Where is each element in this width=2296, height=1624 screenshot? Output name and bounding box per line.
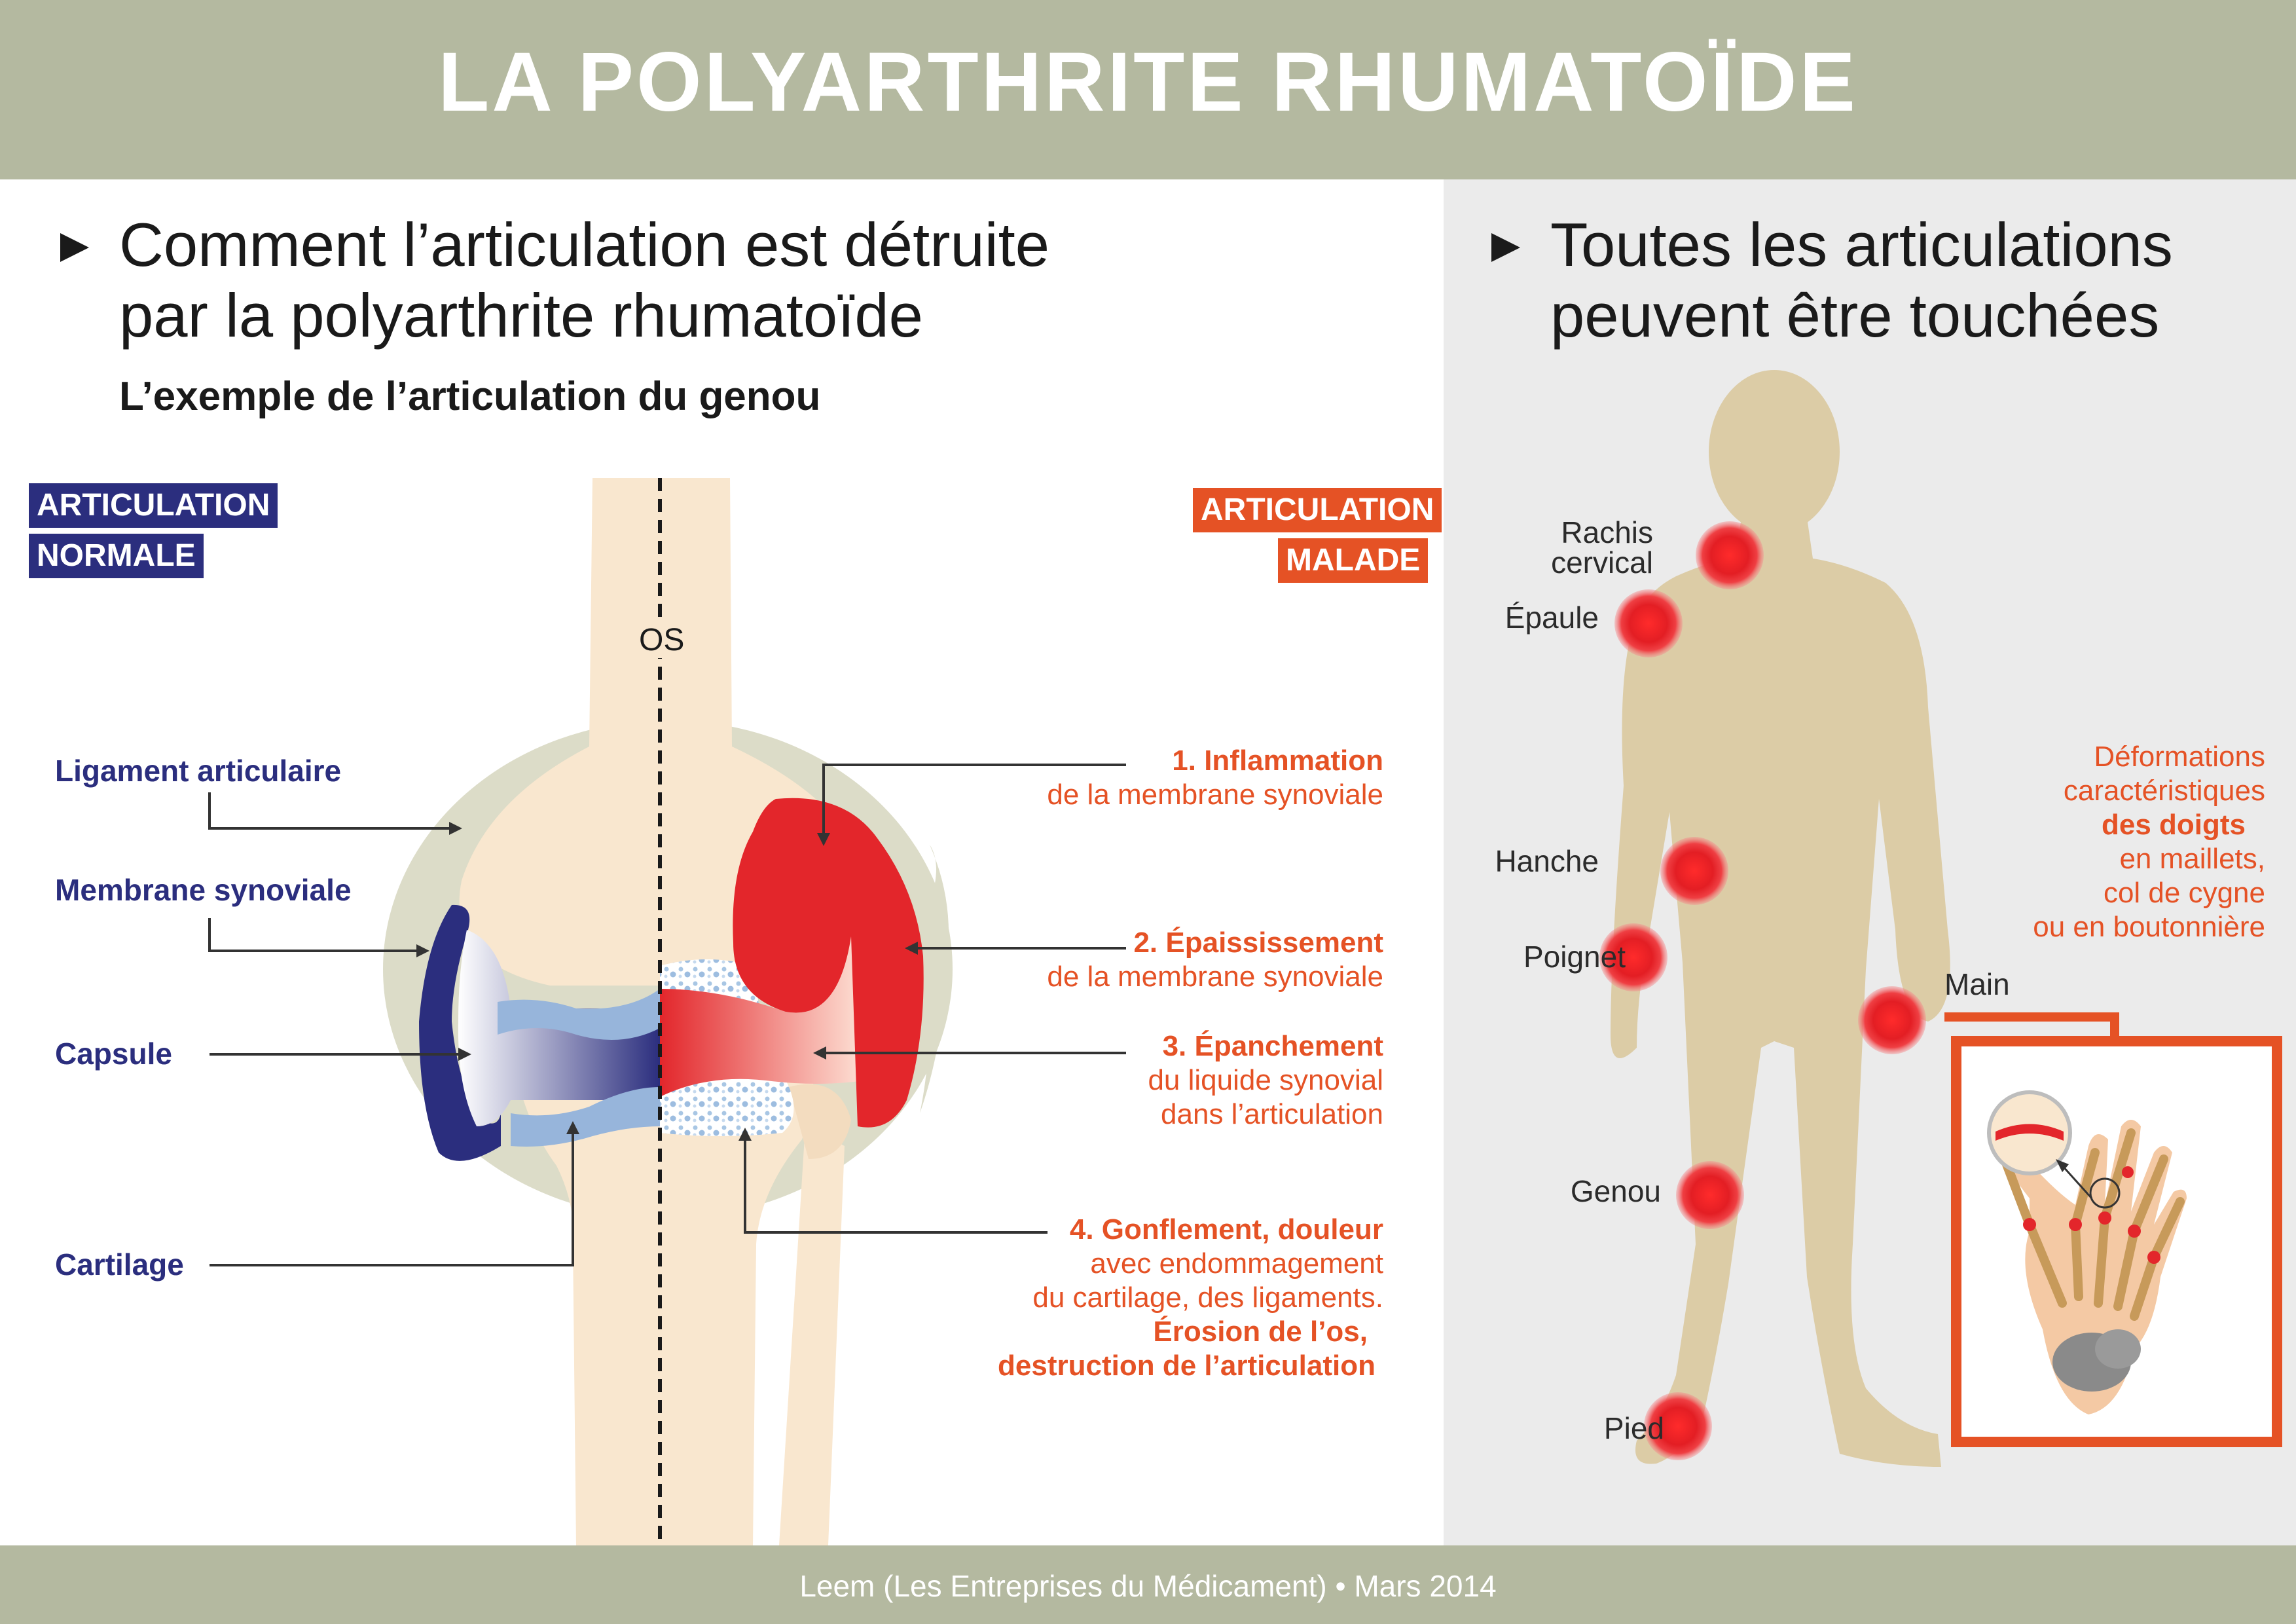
left-heading: Comment l’articulation est détruite par la polyarthrite rhumatoïde bbox=[119, 210, 1050, 350]
label-thickening-text: de la membrane synoviale bbox=[1047, 961, 1383, 993]
label-swelling-bold-2: destruction de l’articulation bbox=[998, 1350, 1376, 1382]
right-heading: Toutes les articulations peuvent être touchées bbox=[1550, 210, 2173, 350]
label-thickening bbox=[1047, 926, 1383, 994]
deform-line-6: ou en boutonnière bbox=[2033, 911, 2265, 943]
deformations-note bbox=[1886, 740, 2265, 944]
label-swelling-bold-1: Érosion de l’os, bbox=[1153, 1316, 1368, 1348]
label-effusion-title: 3. Épanchement bbox=[1162, 1030, 1383, 1062]
label-ligament: Ligament articulaire bbox=[55, 754, 342, 788]
label-inflammation-title: 1. Inflammation bbox=[1172, 745, 1383, 777]
bone-label: OS bbox=[635, 622, 688, 658]
deform-line-3: des doigts bbox=[2101, 809, 2246, 841]
label-thickening-title: 2. Épaississement bbox=[1133, 927, 1383, 959]
joint-dot-cervical bbox=[1696, 521, 1764, 589]
label-effusion bbox=[1148, 1029, 1383, 1132]
left-subheading: L’exemple de l’articulation du genou bbox=[119, 374, 821, 419]
joint-dot-knee bbox=[1676, 1161, 1744, 1229]
label-effusion-text-2: dans l’articulation bbox=[1161, 1098, 1383, 1130]
joint-dot-hand bbox=[1858, 986, 1926, 1054]
label-swelling-text-2: du cartilage, des ligaments. bbox=[1032, 1282, 1383, 1314]
tag-malade-line2: MALADE bbox=[1278, 538, 1428, 583]
tag-normal-line2: NORMALE bbox=[29, 534, 204, 578]
joint-dot-shoulder bbox=[1614, 589, 1683, 657]
tag-malade-line1: ARTICULATION bbox=[1193, 488, 1442, 532]
label-capsule: Capsule bbox=[55, 1037, 172, 1071]
label-swelling-title: 4. Gonflement, douleur bbox=[1069, 1213, 1383, 1246]
deform-line-1: Déformations bbox=[2094, 741, 2265, 773]
label-shoulder: Épaule bbox=[1504, 600, 1599, 635]
label-inflammation bbox=[1047, 744, 1383, 812]
label-foot: Pied bbox=[1603, 1411, 1664, 1445]
joint-dot-hip bbox=[1660, 837, 1728, 905]
label-knee: Genou bbox=[1570, 1174, 1661, 1208]
deform-line-5: col de cygne bbox=[2103, 877, 2265, 909]
label-effusion-text-1: du liquide synovial bbox=[1148, 1064, 1383, 1096]
label-hip: Hanche bbox=[1495, 844, 1599, 878]
hand-inset bbox=[1944, 1017, 2277, 1442]
page-title: LA POLYARTHRITE RHUMATOÏDE bbox=[438, 35, 1858, 129]
label-wrist: Poignet bbox=[1523, 940, 1626, 974]
footer-credit: Leem (Les Entreprises du Médicament) • Mars 2014 bbox=[799, 1569, 1497, 1603]
tag-normal-line1: ARTICULATION bbox=[29, 483, 278, 528]
label-synovial-membrane: Membrane synoviale bbox=[55, 873, 352, 907]
label-inflammation-text: de la membrane synoviale bbox=[1047, 779, 1383, 811]
label-swelling bbox=[998, 1213, 1383, 1383]
label-cartilage: Cartilage bbox=[55, 1247, 184, 1282]
label-cervical: Rachis cervical bbox=[1551, 515, 1653, 580]
label-hand: Main bbox=[1944, 967, 2010, 1001]
label-swelling-text-1: avec endommagement bbox=[1090, 1247, 1383, 1280]
deform-line-4: en maillets, bbox=[2119, 843, 2265, 875]
deform-line-2: caractéristiques bbox=[2063, 775, 2265, 807]
